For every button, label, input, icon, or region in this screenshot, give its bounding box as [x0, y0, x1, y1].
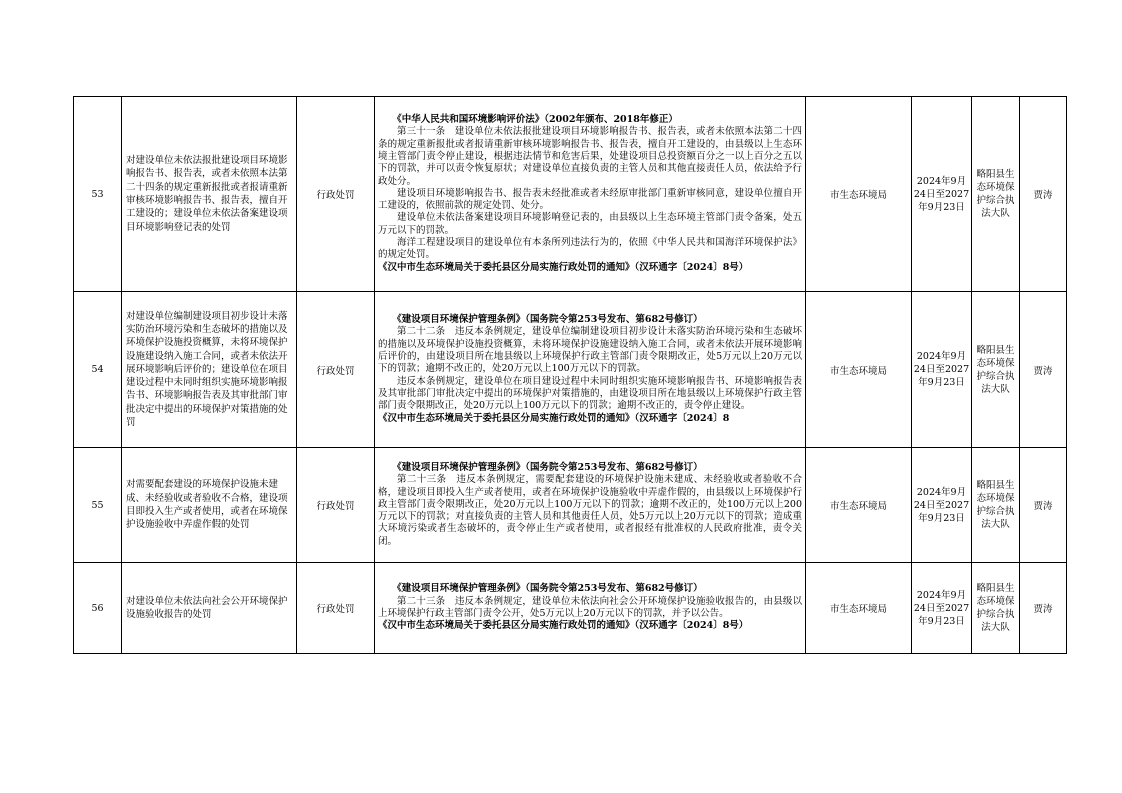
legal-basis [375, 448, 806, 563]
penalty-type: 行政处罚 [297, 292, 375, 448]
legal-basis [375, 292, 806, 448]
basis-title: 《建设项目环境保护管理条例》（国务院令第253号发布、第682号修订） [392, 461, 703, 473]
row-number: 56 [74, 563, 122, 654]
table-row [74, 448, 1067, 563]
basis-title: 《建设项目环境保护管理条例》（国务院令第253号发布、第682号修订） [392, 583, 703, 595]
basis-paragraph: 违反本条例规定，建设单位在项目建设过程中未同时组织实施环境影响报告书、环境影响报告表及其审批部门审批决定中提出的环境保护对策措施的，由建设项目所在地县级以上环境保护行政主管部门责令限期改正，处20万元以上100万元以下的罚款；逾期不改正的，责令停止建设。 [378, 375, 802, 412]
penalty-item: 对建设单位未依法报批建设项目环境影响报告书、报告表，或者未依照本法第二十四条的规定重新报批或者报请重新审核环境影响报告书、报告表，擅自开工建设的；建设单位未依法备案建设项目环境影响登记表的处罚 [122, 97, 297, 292]
table-row [74, 97, 1067, 292]
basis-paragraph: 第二十三条 违反本条例规定，需要配套建设的环境保护设施未建成、未经验收或者验收不合格，建设项目即投入生产或者使用，或者在环境保护设施验收中弄虚作假的，由县级以上环境保护行政主管部门责令限期改正，处20万元以上100万元以下的罚款；逾期不改正的，处100万元以上200万元以下的罚款；对直接负责的主管人员和其他责任人员，处5万元以上20万元以下的罚款；造成重大环境污染或者生态破坏的，责令停止生产或者使用，或者报经有批准权的人民政府批准，责令关闭。 [378, 474, 802, 547]
basis-paragraph: 建设项目环境影响报告书、报告表未经批准或者未经原审批部门重新审核同意，建设单位擅自开工建设的，依照前款的规定处罚、处分。 [378, 187, 802, 212]
basis-note: 《汉中市生态环境局关于委托县区分局实施行政处罚的通知》（汉环通字〔2024〕8号） [378, 620, 749, 632]
penalty-type: 行政处罚 [297, 448, 375, 563]
legal-basis [375, 563, 806, 654]
basis-note: 《汉中市生态环境局关于委托县区分局实施行政处罚的通知》（汉环通字〔2024〕8号） [378, 261, 749, 273]
basis-paragraph: 海洋工程建设项目的建设单位有本条所列违法行为的，依照《中华人民共和国海洋环境保护法》的规定处罚。 [378, 237, 802, 261]
penalty-item: 对需要配套建设的环境保护设施未建成、未经验收或者验收不合格，建设项目即投入生产或者使用，或者在环境保护设施验收中弄虚作假的处罚 [122, 448, 297, 563]
penalty-type: 行政处罚 [297, 97, 375, 292]
penalty-type: 行政处罚 [297, 563, 375, 654]
basis-paragraph: 第二十三条 违反本条例规定，建设单位未依法向社会公开环境保护设施验收报告的，由县级以上环境保护行政主管部门责令公开，处5万元以上20万元以下的罚款，并予以公告。 [378, 595, 802, 619]
basis-paragraph: 建设单位未依法备案建设项目环境影响登记表的，由县级以上生态环境主管部门责令备案，处五万元以下的罚款。 [378, 212, 802, 236]
table-row [74, 292, 1067, 448]
row-number: 55 [74, 448, 122, 563]
executor: 略阳县生态环境保护综合执法大队 [972, 97, 1020, 292]
penalty-item: 对建设单位未依法向社会公开环境保护设施验收报告的处罚 [122, 563, 297, 654]
validity-period: 2024年9月24日至2027年9月23日 [912, 292, 972, 448]
penalty-item: 对建设单位编制建设项目初步设计未落实防治环境污染和生态破坏的措施以及环境保护设施投资概算，未将环境保护设施建设纳入施工合同，或者未依法开展环境影响后评价的；建设单位在项目建设过程中未同时组织实施环境影响报告书、环境影响报告表及其审批部门审批决定中提出的环境保护对策措施的处罚 [122, 292, 297, 448]
basis-note: 《汉中市生态环境局关于委托县区分局实施行政处罚的通知》（汉环通字〔2024〕8 [378, 412, 730, 424]
responsible-person: 贾涛 [1020, 448, 1067, 563]
responsible-person: 贾涛 [1020, 563, 1067, 654]
responsible-person: 贾涛 [1020, 97, 1067, 292]
table-row [74, 563, 1067, 654]
basis-paragraph: 第二十二条 违反本条例规定，建设单位编制建设项目初步设计未落实防治环境污染和生态破坏的措施以及环境保护设施投资概算，未将环境保护设施建设纳入施工合同，或者未依法开展环境影响后评价的，由建设项目所在地县级以上环境保护行政主管部门责令限期改正，处5万元以上20万元以下的罚款；逾期不改正的，处20万元以上100万元以下的罚款。 [378, 326, 802, 375]
row-number: 54 [74, 292, 122, 448]
legal-basis [375, 97, 806, 292]
authority: 市生态环境局 [806, 97, 912, 292]
executor: 略阳县生态环境保护综合执法大队 [972, 448, 1020, 563]
basis-title: 《建设项目环境保护管理条例》（国务院令第253号发布、第682号修订） [392, 314, 703, 326]
validity-period: 2024年9月24日至2027年9月23日 [912, 448, 972, 563]
authority: 市生态环境局 [806, 563, 912, 654]
executor: 略阳县生态环境保护综合执法大队 [972, 292, 1020, 448]
penalty-table [73, 96, 1067, 654]
validity-period: 2024年9月24日至2027年9月23日 [912, 563, 972, 654]
validity-period: 2024年9月24日至2027年9月23日 [912, 97, 972, 292]
authority: 市生态环境局 [806, 448, 912, 563]
basis-title: 《中华人民共和国环境影响评价法》（2002年颁布、2018年修正） [392, 114, 678, 126]
authority: 市生态环境局 [806, 292, 912, 448]
executor: 略阳县生态环境保护综合执法大队 [972, 563, 1020, 654]
row-number: 53 [74, 97, 122, 292]
basis-paragraph: 第三十一条 建设单位未依法报批建设项目环境影响报告书、报告表，或者未依照本法第二十四条的规定重新报批或者报请重新审核环境影响报告书、报告表，擅自开工建设的，由县级以上生态环境主管部门责令停止建设，根据违法情节和危害后果，处建设项目总投资额百分之一以上百分之五以下的罚款，并可以责令恢复原状；对建设单位直接负责的主管人员和其他直接责任人员，依法给予行政处分。 [378, 126, 802, 187]
responsible-person: 贾涛 [1020, 292, 1067, 448]
